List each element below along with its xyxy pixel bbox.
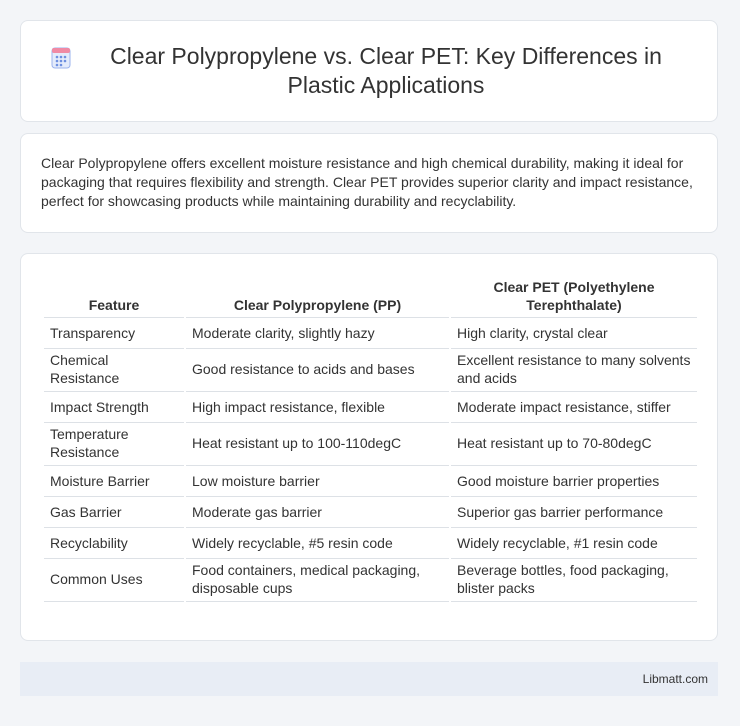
table-header-row: [44, 276, 697, 318]
header-feature: Feature: [44, 276, 184, 318]
cell-feature: Chemical Resistance: [44, 349, 184, 392]
cell-feature: Temperature Resistance: [44, 423, 184, 466]
table-row: [44, 423, 697, 466]
cell-feature: Gas Barrier: [44, 497, 184, 528]
header-card: [20, 20, 718, 122]
cell-pet: Superior gas barrier performance: [451, 497, 697, 528]
cell-pp: High impact resistance, flexible: [186, 392, 449, 423]
cell-pet: Widely recyclable, #1 resin code: [451, 528, 697, 559]
intro-card: [20, 133, 718, 233]
footer-site-link[interactable]: Libmatt.com: [642, 672, 708, 686]
table-row: [44, 528, 697, 559]
cell-pet: Beverage bottles, food packaging, blister packs: [451, 559, 697, 602]
table-row: [44, 392, 697, 423]
cell-feature: Impact Strength: [44, 392, 184, 423]
table-row: [44, 349, 697, 392]
cell-pp: Low moisture barrier: [186, 466, 449, 497]
table-row: [44, 318, 697, 349]
page-title: Clear Polypropylene vs. Clear PET: Key Differences in Plastic Applications: [110, 43, 662, 98]
cell-pp: Moderate gas barrier: [186, 497, 449, 528]
cell-pet: Heat resistant up to 70-80degC: [451, 423, 697, 466]
table-row: [44, 466, 697, 497]
cell-pp: Good resistance to acids and bases: [186, 349, 449, 392]
cell-feature: Common Uses: [44, 559, 184, 602]
comparison-table: [42, 276, 699, 602]
document-grid-icon: [49, 46, 73, 70]
cell-pp: Moderate clarity, slightly hazy: [186, 318, 449, 349]
table-row: [44, 559, 697, 602]
table-card: [20, 253, 718, 641]
header-pet: Clear PET (Polyethylene Terephthalate): [451, 276, 697, 318]
intro-paragraph: Clear Polypropylene offers excellent moisture resistance and high chemical durability, making it ideal for packaging that requires flexibility and strength. Clear PET provides superior clarity and impact resistance, perfect for showcasing products while maintaining durability and recyclability.: [41, 155, 693, 209]
cell-pet: Moderate impact resistance, stiffer: [451, 392, 697, 423]
footer-bar: [20, 662, 718, 696]
cell-pp: Food containers, medical packaging, disposable cups: [186, 559, 449, 602]
cell-pet: Excellent resistance to many solvents and acids: [451, 349, 697, 392]
cell-feature: Moisture Barrier: [44, 466, 184, 497]
table-row: [44, 497, 697, 528]
title-wrap: [49, 42, 689, 100]
cell-pp: Heat resistant up to 100-110degC: [186, 423, 449, 466]
cell-pet: High clarity, crystal clear: [451, 318, 697, 349]
cell-pp: Widely recyclable, #5 resin code: [186, 528, 449, 559]
cell-feature: Recyclability: [44, 528, 184, 559]
cell-pet: Good moisture barrier properties: [451, 466, 697, 497]
cell-feature: Transparency: [44, 318, 184, 349]
header-pp: Clear Polypropylene (PP): [186, 276, 449, 318]
